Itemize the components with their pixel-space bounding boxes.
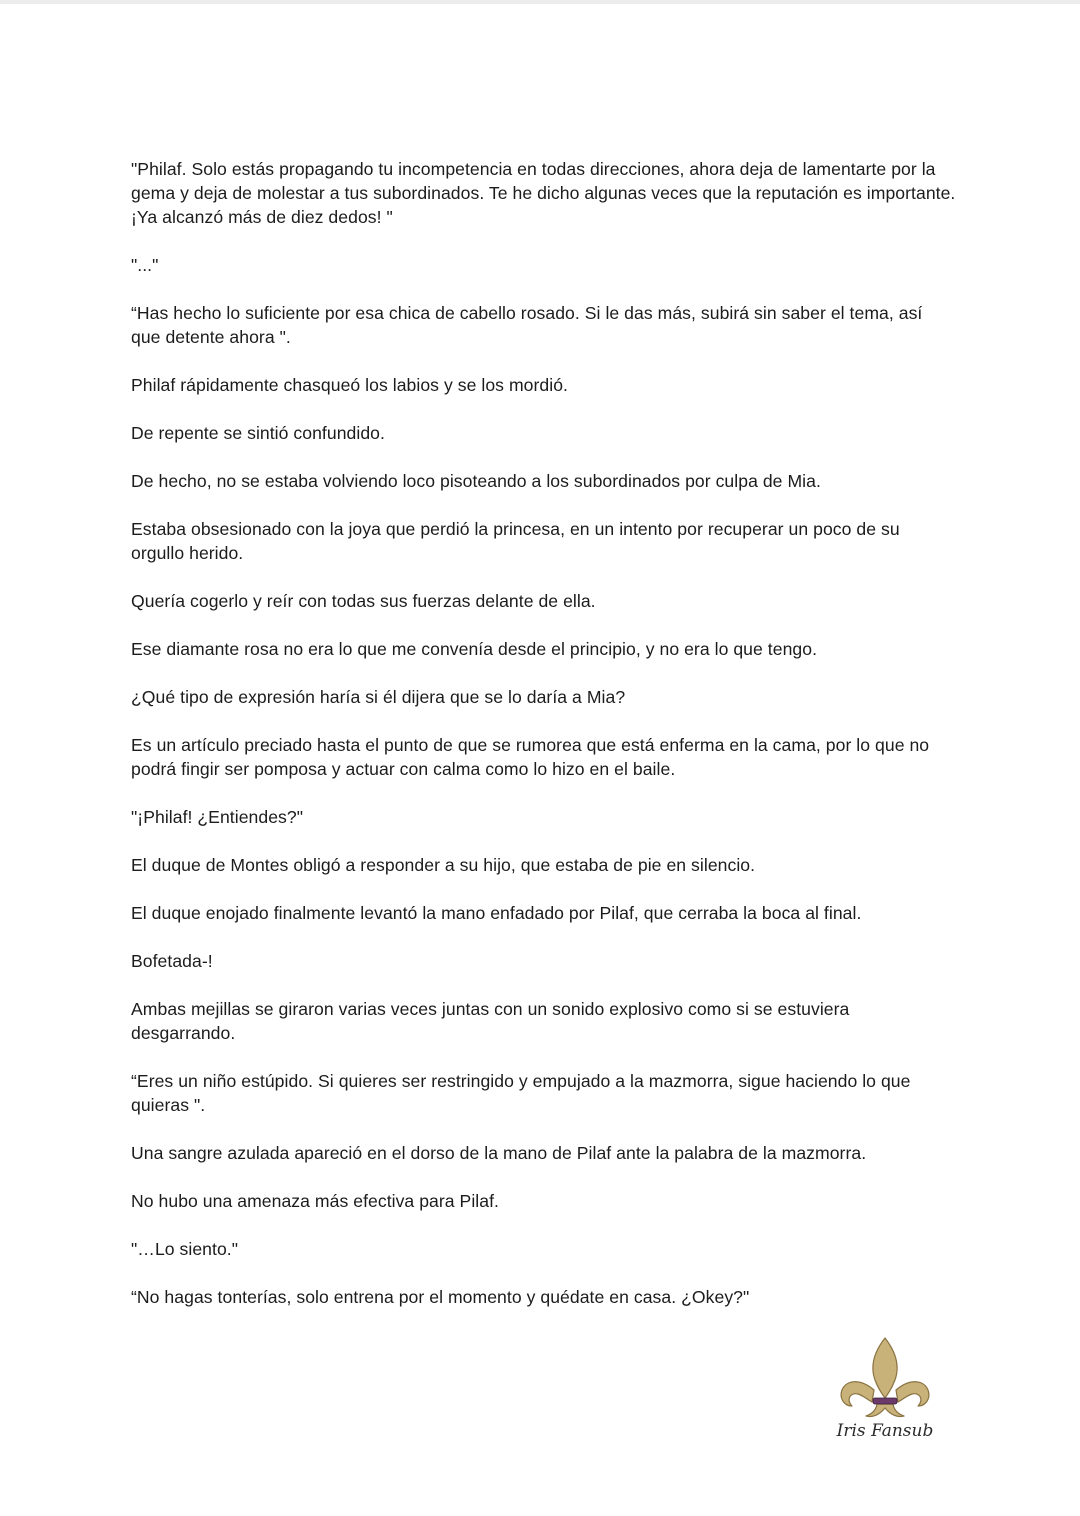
fleur-de-lis-icon xyxy=(830,1334,940,1422)
watermark-text: Iris Fansub xyxy=(836,1421,934,1441)
paragraph: El duque de Montes obligó a responder a su hijo, que estaba de pie en silencio. xyxy=(131,855,756,875)
document-body xyxy=(131,157,961,1333)
paragraph: "¡Philaf! ¿Entiendes?" xyxy=(131,807,304,827)
paragraph: Ambas mejillas se giraron varias veces juntas con un sonido explosivo como si se estuviera desgarrando. xyxy=(131,999,855,1043)
paragraph: Estaba obsesionado con la joya que perdió la princesa, en un intento por recuperar un poco de su orgullo herido. xyxy=(131,519,905,563)
paragraph: "..." xyxy=(131,255,159,275)
paragraph: Philaf rápidamente chasqueó los labios y se los mordió. xyxy=(131,375,568,395)
paragraph: Una sangre azulada apareció en el dorso de la mano de Pilaf ante la palabra de la mazmorra. xyxy=(131,1143,867,1163)
paragraph: Es un artículo preciado hasta el punto de que se rumorea que está enferma en la cama, por lo que no podrá fingir ser pomposa y actuar con calma como lo hizo en el baile. xyxy=(131,735,935,779)
paragraph: Ese diamante rosa no era lo que me convenía desde el principio, y no era lo que tengo. xyxy=(131,639,818,659)
paragraph: “Has hecho lo suficiente por esa chica de cabello rosado. Si le das más, subirá sin saber el tema, así que detente ahora ". xyxy=(131,303,928,347)
paragraph: No hubo una amenaza más efectiva para Pilaf. xyxy=(131,1191,499,1211)
paragraph: De repente se sintió confundido. xyxy=(131,423,385,443)
paragraph: ¿Qué tipo de expresión haría si él dijera que se lo daría a Mia? xyxy=(131,687,626,707)
paragraph: Bofetada-! xyxy=(131,951,213,971)
paragraph: "…Lo siento." xyxy=(131,1239,239,1259)
paragraph: El duque enojado finalmente levantó la mano enfadado por Pilaf, que cerraba la boca al final. xyxy=(131,903,862,923)
paragraph: “No hagas tonterías, solo entrena por el momento y quédate en casa. ¿Okey?" xyxy=(131,1287,750,1307)
paragraph: Quería cogerlo y reír con todas sus fuerzas delante de ella. xyxy=(131,591,596,611)
page-top-edge xyxy=(0,0,1080,4)
paragraph: "Philaf. Solo estás propagando tu incompetencia en todas direcciones, ahora deja de lamentarte por la gema y deja de molestar a tus subordinados. Te he dicho algunas veces que la reputación es importante. ¡Ya alcanzó más de diez dedos! " xyxy=(131,159,961,227)
paragraph: “Eres un niño estúpido. Si quieres ser restringido y empujado a la mazmorra, sigue haciendo lo que quieras ". xyxy=(131,1071,916,1115)
paragraph: De hecho, no se estaba volviendo loco pisoteando a los subordinados por culpa de Mia. xyxy=(131,471,821,491)
iris-fansub-watermark xyxy=(830,1334,940,1452)
